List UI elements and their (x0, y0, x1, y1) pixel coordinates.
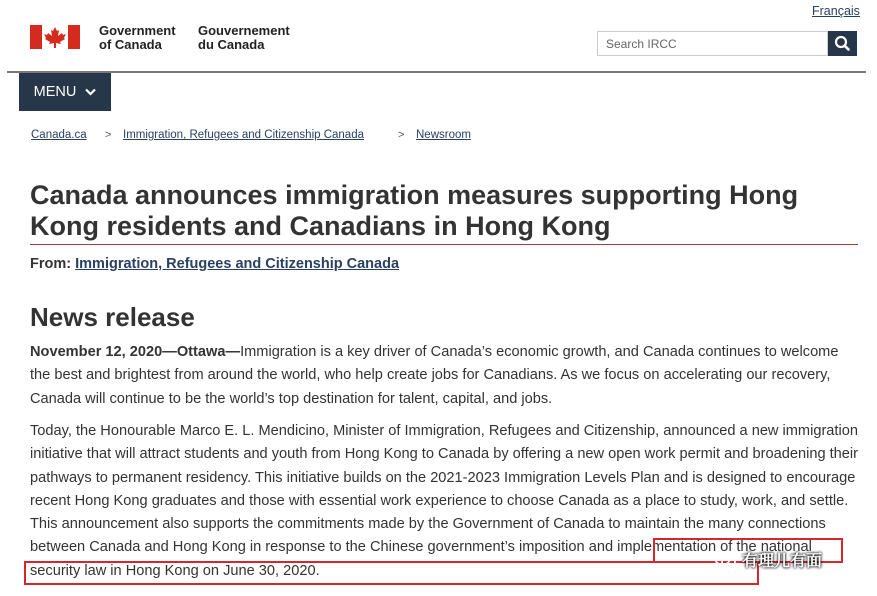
watermark-text: 有理儿有面 (742, 553, 823, 570)
page-title: Canada announces immigration measures supporting Hong Kong residents and Canadians in Hong Kong (30, 180, 799, 241)
wechat-icon (714, 551, 736, 569)
breadcrumb-separator: > (398, 129, 405, 141)
search-icon (828, 31, 857, 56)
news-paragraph-2: Today, the Honourable Marco E. L. Mendicino, Minister of Immigration, Refugees and Citizenship, announced a new immigration initiative that will attract students and youth from Hong Kong to Canada by offering a new open work permit and broadening their pathways to permanent residency. This initiative builds on the 2021-2023 Immigration Levels Plan and is designed to encourage recent Hong Kong graduates and those with essential work experience to choose Canada as a place to study, work, and settle. This announcement also supports the commitments made by the Government of Canada to maintain the many connections between Canada and Hong Kong in response to the Chinese government’s imposition and implementation of the national security law in Hong Kong on June 30, 2020. (30, 423, 859, 579)
gov-signature-english (99, 24, 176, 52)
menu-label: MENU (33, 84, 77, 100)
search-button[interactable] (828, 31, 857, 56)
watermark (714, 548, 822, 571)
canada-flag-icon (30, 25, 80, 49)
title-underline (30, 244, 858, 245)
from-line (30, 256, 399, 272)
from-label: From: (30, 256, 72, 272)
from-department-link[interactable]: Immigration, Refugees and Citizenship Canada (75, 256, 400, 272)
chevron-down-icon (85, 88, 96, 96)
signature-fr-line1: Gouvernement (198, 23, 290, 38)
signature-en-line1: Government (99, 23, 176, 38)
paragraph-1-text: Immigration is a key driver of Canada’s economic growth, and Canada continues to welcome the best and brightest from around the world, who help create jobs for Canadians. As we focus on accelerating our recovery, Canada will continue to be the world’s top destination for talent, capital, and jobs. (30, 344, 839, 407)
news-paragraph-1 (30, 341, 858, 411)
gov-signature-french (198, 24, 290, 52)
breadcrumb-ircc[interactable]: Immigration, Refugees and Citizenship Canada (123, 129, 364, 141)
search-input[interactable] (597, 31, 828, 56)
section-heading: News release (30, 302, 195, 332)
dateline: November 12, 2020—Ottawa— (30, 344, 241, 360)
breadcrumb-separator: > (105, 129, 112, 141)
signature-fr-line2: du Canada (198, 37, 265, 52)
signature-en-line2: of Canada (99, 37, 162, 52)
breadcrumb-newsroom[interactable]: Newsroom (416, 129, 471, 141)
header-divider (7, 71, 866, 73)
language-toggle-link[interactable]: Français (812, 4, 860, 18)
highlight-box-2 (24, 561, 759, 585)
breadcrumb-canada[interactable]: Canada.ca (31, 129, 87, 141)
menu-button[interactable] (19, 73, 111, 111)
